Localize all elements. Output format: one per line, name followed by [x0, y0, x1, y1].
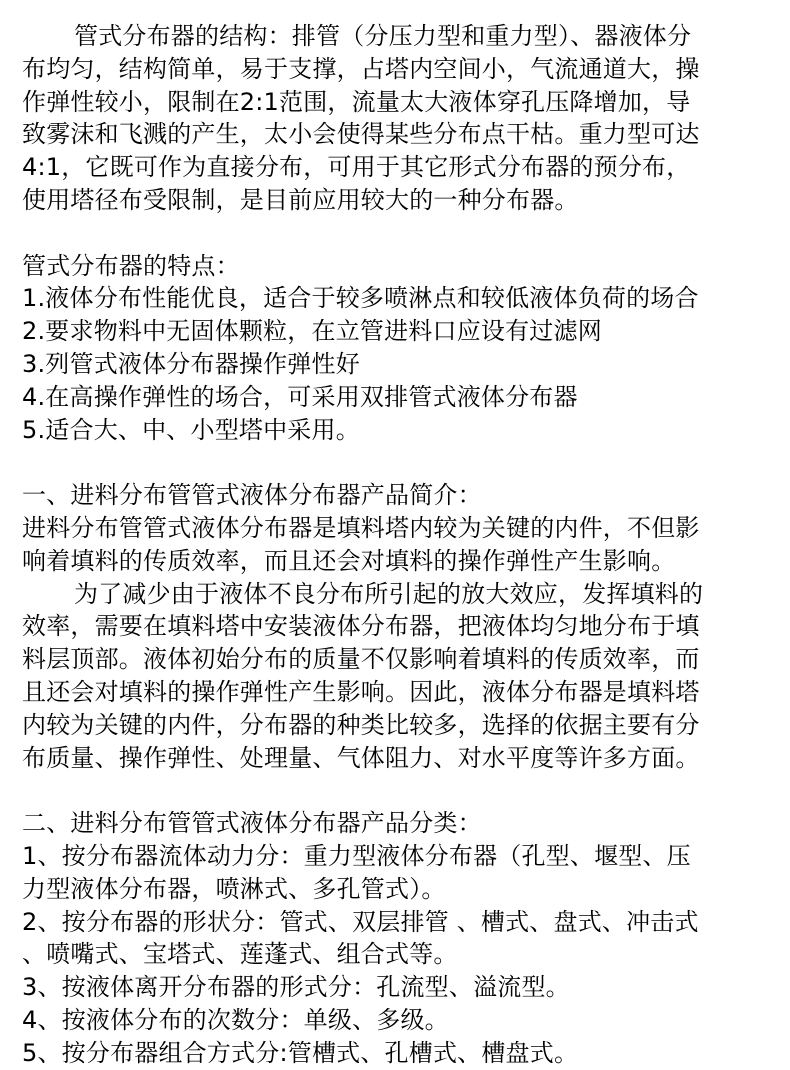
text-line: 布均匀，结构简单，易于支撑，占塔内空间小，气流通道大，操 [22, 54, 700, 83]
text-line: 效率，需要在填料塔中安装液体分布器，把液体均匀地分布于填 [22, 612, 700, 641]
text-line: 为了减少由于液体不良分布所引起的放大效应，发挥填料的 [74, 579, 704, 608]
text-line: 作弹性较小，限制在2:1范围，流量太大液体穿孔压降增加，导 [22, 87, 691, 116]
classification-item: 3、按液体离开分布器的形式分：孔流型、溢流型。 [22, 973, 570, 1002]
paragraph-gap [22, 446, 770, 479]
structure-paragraph [22, 20, 770, 217]
intro-heading: 一、进料分布管管式液体分布器产品简介： [22, 481, 482, 510]
text-line: 布质量、操作弹性、处理量、气体阻力、对水平度等许多方面。 [22, 743, 700, 772]
classification-item: 1、按分布器流体动力分：重力型液体分布器（孔型、堰型、压 [22, 841, 691, 870]
classification-heading: 二、进料分布管管式液体分布器产品分类： [22, 809, 482, 838]
text-line: 管式分布器的结构：排管（分压力型和重力型）、器液体分 [74, 22, 692, 50]
text-line: 4:1，它既可作为直接分布，可用于其它形式分布器的预分布， [22, 153, 691, 182]
feature-item: 2.要求物料中无固体颗粒，在立管进料口应设有过滤网 [22, 317, 602, 346]
classification-section [22, 807, 770, 1069]
paragraph-gap [22, 217, 770, 250]
text-line: 进料分布管管式液体分布器是填料塔内较为关键的内件，不但影 [22, 513, 700, 542]
features-heading: 管式分布器的特点： [22, 251, 240, 280]
feature-item: 4.在高操作弹性的场合，可采用双排管式液体分布器 [22, 382, 578, 411]
text-line: 料层顶部。液体初始分布的质量不仅影响着填料的传质效率，而 [22, 645, 700, 674]
classification-item: 2、按分布器的形状分：管式、双层排管 、槽式、盘式、冲击式 [22, 907, 699, 936]
text-line: 且还会对填料的操作弹性产生影响。因此，液体分布器是填料塔 [22, 677, 700, 706]
classification-item: 力型液体分布器，喷淋式、多孔管式）。 [22, 874, 446, 903]
intro-section [22, 479, 770, 774]
classification-item: 5、按分布器组合方式分:管槽式、孔槽式、槽盘式。 [22, 1038, 579, 1067]
feature-item: 5.适合大、中、小型塔中采用。 [22, 415, 360, 444]
feature-item: 1.液体分布性能优良，适合于较多喷淋点和较低液体负荷的场合 [22, 284, 699, 313]
text-line: 致雾沫和飞溅的产生，太小会使得某些分布点干枯。重力型可达 [22, 120, 700, 149]
document-body [22, 20, 770, 1070]
paragraph-gap [22, 774, 770, 807]
text-line: 使用塔径布受限制，是目前应用较大的一种分布器。 [22, 185, 579, 214]
text-line: 内较为关键的内件，分布器的种类比较多，选择的依据主要有分 [22, 710, 700, 739]
classification-item: 4、按液体分布的次数分：单级、多级。 [22, 1005, 449, 1034]
classification-item: 、喷嘴式、宝塔式、莲蓬式、组合式等。 [22, 940, 458, 969]
text-line: 响着填料的传质效率，而且还会对填料的操作弹性产生影响。 [22, 546, 676, 575]
feature-item: 3.列管式液体分布器操作弹性好 [22, 349, 360, 378]
features-section [22, 250, 770, 447]
